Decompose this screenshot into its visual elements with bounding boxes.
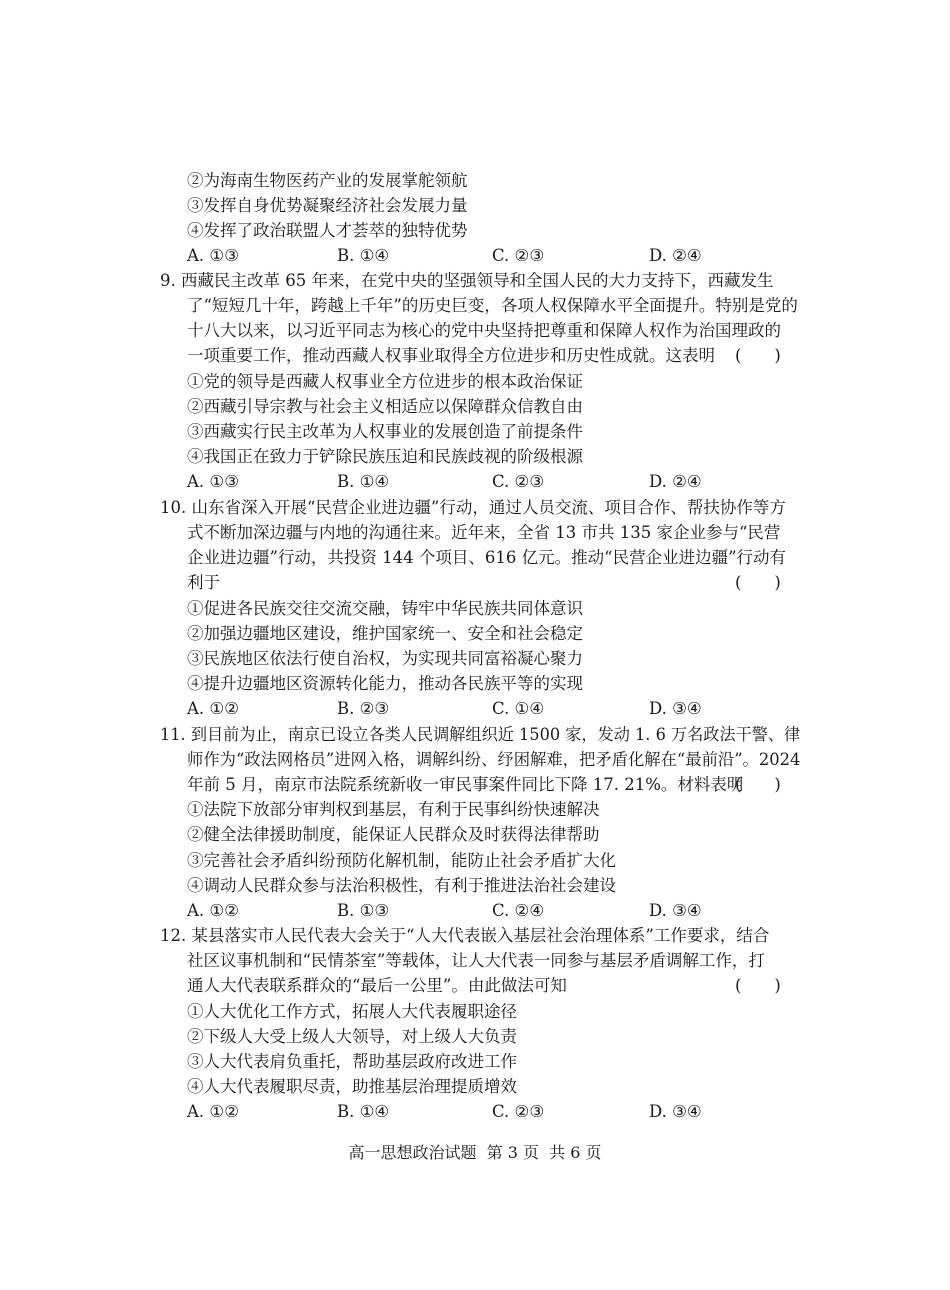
q10-stem-line-4: 利于 [187, 573, 220, 592]
q10-stem-line-1: 10. 山东省深入开展“民营企业进边疆”行动，通过人员交流、项目合作、帮扶协作等方 [160, 498, 786, 517]
footer-total-pages: 共 6 页 [549, 1143, 602, 1162]
q10-item-1: ①促进各民族交往交流交融，铸牢中华民族共同体意识 [187, 599, 583, 618]
q9-stem-line-3: 十八大以来，以习近平同志为核心的党中央坚持把尊重和保障人权作为治国理政的 [187, 321, 781, 340]
q10-option-d: D. ③④ [649, 699, 702, 718]
q9-options [187, 469, 787, 494]
q11-item-3: ③完善社会矛盾纠纷预防化解机制，能防止社会矛盾扩大化 [187, 851, 616, 870]
q9-answer-blank: ( ) [735, 346, 781, 365]
q12-option-c: C. ②③ [492, 1102, 545, 1121]
q10-stem-line-2: 式不断加深边疆与内地的沟通往来。近年来，全省 13 市共 135 家企业参与“民营 [187, 523, 781, 542]
q12-stem-line-1: 12. 某县落实市人民代表大会关于“人大代表嵌入基层社会治理体系”工作要求，结合 [160, 926, 770, 945]
q8-option-c: C. ②③ [492, 246, 545, 265]
footer-page-number: 第 3 页 [486, 1143, 539, 1162]
q9-option-b: B. ①④ [337, 472, 390, 491]
q12-item-3: ③人大代表肩负重托，帮助基层政府改进工作 [187, 1052, 517, 1071]
footer-subject: 高一思想政治试题 [348, 1143, 477, 1162]
q9-item-3: ③西藏实行民主改革为人权事业的发展创造了前提条件 [187, 422, 583, 441]
q11-option-a: A. ①② [187, 901, 239, 920]
q8-options [187, 243, 787, 268]
q10-item-4: ④提升边疆地区资源转化能力，推动各民族平等的实现 [187, 674, 583, 693]
q11-option-c: C. ②④ [492, 901, 545, 920]
q9-item-1: ①党的领导是西藏人权事业全方位进步的根本政治保证 [187, 372, 583, 391]
q10-options [187, 696, 787, 721]
q8-option-d: D. ②④ [649, 246, 702, 265]
q11-item-1: ①法院下放部分审判权到基层，有利于民事纠纷快速解决 [187, 800, 600, 819]
q10-option-a: A. ①② [187, 699, 239, 718]
q10-stem-line-3: 企业进边疆”行动，共投资 144 个项目、616 亿元。推动“民营企业进边疆”行动有 [187, 548, 787, 567]
q10-option-b: B. ②③ [337, 699, 390, 718]
q12-stem-line-2: 社区议事机制和“民情茶室”等载体，让人大代表一同参与基层矛盾调解工作，打 [187, 951, 765, 970]
q10-item-3: ③民族地区依法行使自治权，为实现共同富裕凝心聚力 [187, 649, 583, 668]
q12-item-4: ④人大代表履职尽责，助推基层治理提质增效 [187, 1077, 517, 1096]
q9-item-2: ②西藏引导宗教与社会主义相适应以保障群众信教自由 [187, 397, 583, 416]
q11-stem-line-1: 11. 到目前为止，南京已设立各类人民调解组织近 1500 家，发动 1. 6 万名政法干警、律 [160, 725, 801, 744]
q9-option-d: D. ②④ [649, 472, 702, 491]
q9-stem-line-1: 9. 西藏民主改革 65 年来，在党中央的坚强领导和全国人民的大力支持下，西藏发生 [160, 271, 774, 290]
q11-option-d: D. ③④ [649, 901, 702, 920]
q10-option-c: C. ①④ [492, 699, 545, 718]
q10-answer-blank: ( ) [735, 573, 781, 592]
q11-option-b: B. ①③ [337, 901, 390, 920]
q8-item-2: ②为海南生物医药产业的发展掌舵领航 [187, 171, 468, 190]
q8-option-b: B. ①④ [337, 246, 390, 265]
q10-item-2: ②加强边疆地区建设，维护国家统一、安全和社会稳定 [187, 624, 583, 643]
q8-option-a: A. ①③ [187, 246, 239, 265]
q12-options [187, 1099, 787, 1124]
q8-item-4: ④发挥了政治联盟人才荟萃的独特优势 [187, 221, 468, 240]
q9-stem-line-2: 了“短短几十年，跨越上千年”的历史巨变，各项人权保障水平全面提升。特别是党的 [187, 296, 798, 315]
q9-item-4: ④我国正在致力于铲除民族压迫和民族歧视的阶级根源 [187, 447, 583, 466]
q9-stem-line-4: 一项重要工作，推动西藏人权事业取得全方位进步和历史性成就。这表明 [187, 346, 715, 365]
q11-item-4: ④调动人民群众参与法治积极性，有利于推进法治社会建设 [187, 876, 616, 895]
q12-item-2: ②下级人大受上级人大领导，对上级人大负责 [187, 1027, 517, 1046]
q12-answer-blank: ( ) [735, 976, 781, 995]
q12-option-a: A. ①② [187, 1102, 239, 1121]
q8-item-3: ③发挥自身优势凝聚经济社会发展力量 [187, 196, 468, 215]
q11-options [187, 898, 787, 923]
q12-option-d: D. ③④ [649, 1102, 702, 1121]
q9-option-a: A. ①③ [187, 472, 239, 491]
page-footer [0, 1140, 950, 1165]
q12-option-b: B. ①④ [337, 1102, 390, 1121]
q12-stem-line-3: 通人大代表联系群众的“最后一公里”。由此做法可知 [187, 976, 567, 995]
q9-option-c: C. ②③ [492, 472, 545, 491]
q11-item-2: ②健全法律援助制度，能保证人民群众及时获得法律帮助 [187, 825, 600, 844]
q11-answer-blank: ( ) [735, 775, 781, 794]
q12-item-1: ①人大优化工作方式，拓展人大代表履职途径 [187, 1002, 517, 1021]
q11-stem-line-2: 师作为“政法网格员”进网入格，调解纠纷、纾困解难，把矛盾化解在“最前沿”。2024 [187, 750, 801, 769]
q11-stem-line-3: 年前 5 月，南京市法院系统新收一审民事案件同比下降 17. 21%。材料表明 [187, 775, 744, 794]
